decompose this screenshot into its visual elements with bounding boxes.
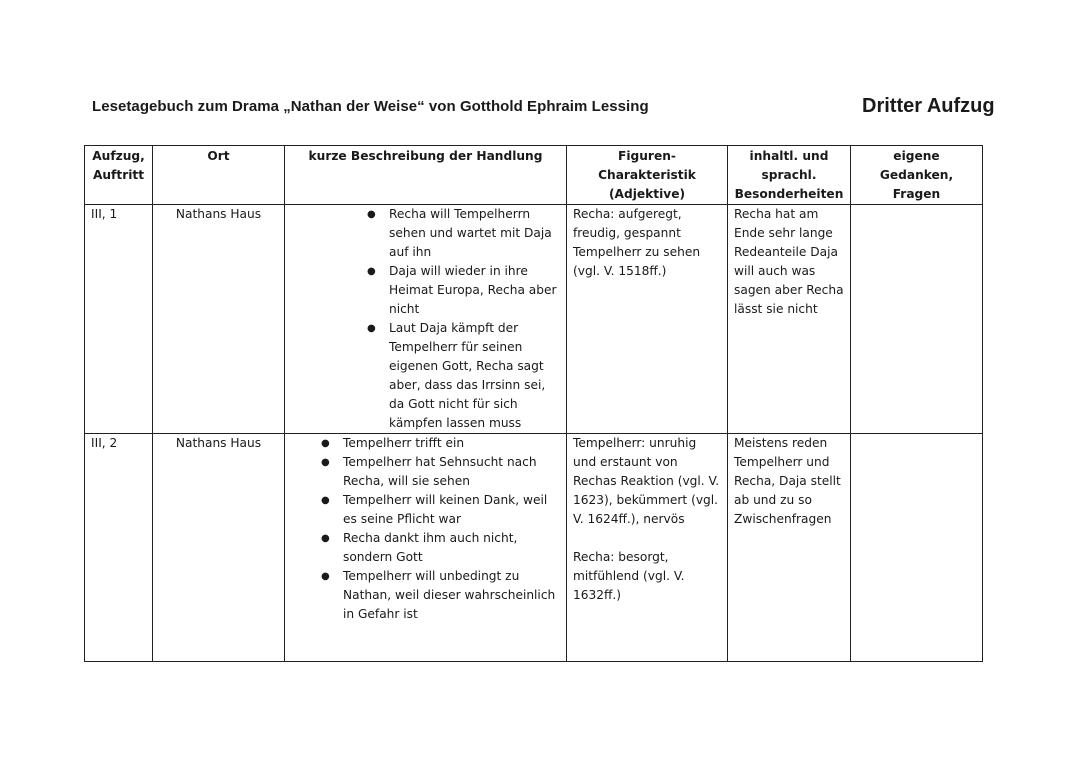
plot-cell xyxy=(285,205,567,434)
column-header-thoughts: eigene Gedanken, Fragen xyxy=(851,146,983,205)
act-heading: Dritter Aufzug xyxy=(862,95,995,117)
features-cell xyxy=(728,434,851,662)
place-cell: Nathans Haus xyxy=(153,434,285,662)
plot-item: ● Recha will Tempelherrn sehen und wartet mit Daja auf ihn xyxy=(389,205,560,262)
plot-item: ● Tempelherr trifft ein xyxy=(343,434,560,453)
plot-list xyxy=(291,434,560,624)
scene-cell: III, 2 xyxy=(85,434,153,662)
column-header-plot: kurze Beschreibung der Handlung xyxy=(285,146,567,205)
column-header-features: inhaltl. und sprachl. Besonderheiten xyxy=(728,146,851,205)
plot-cell xyxy=(285,434,567,662)
table-row xyxy=(85,205,983,434)
document-title: Lesetagebuch zum Drama „Nathan der Weise“ von Gotthold Ephraim Lessing xyxy=(92,98,649,115)
character-note: Recha: besorgt, mitfühlend (vgl. V. 1632ff.) xyxy=(573,550,685,602)
table-row xyxy=(85,434,983,662)
thoughts-cell xyxy=(851,434,983,662)
characters-cell xyxy=(567,205,728,434)
scene-cell: III, 1 xyxy=(85,205,153,434)
characters-cell xyxy=(567,434,728,662)
plot-item: ● Tempelherr will unbedingt zu Nathan, weil dieser wahrscheinlich in Gefahr ist xyxy=(343,567,560,624)
column-header-place: Ort xyxy=(153,146,285,205)
thoughts-cell xyxy=(851,205,983,434)
table-header-row xyxy=(85,146,983,205)
column-header-scene: Aufzug, Auftritt xyxy=(85,146,153,205)
place-cell: Nathans Haus xyxy=(153,205,285,434)
reading-diary-table xyxy=(84,145,983,662)
features-note: Meistens reden Tempelherr und Recha, Daja stellt ab und zu so Zwischenfragen xyxy=(734,436,841,526)
character-note: Recha: aufgeregt, freudig, gespannt Tempelherr zu sehen (vgl. V. 1518ff.) xyxy=(573,207,701,278)
plot-item: ● Tempelherr will keinen Dank, weil es seine Pflicht war xyxy=(343,491,560,529)
plot-list xyxy=(291,205,560,433)
plot-item: ● Tempelherr hat Sehnsucht nach Recha, will sie sehen xyxy=(343,453,560,491)
features-cell xyxy=(728,205,851,434)
character-note: Tempelherr: unruhig und erstaunt von Rechas Reaktion (vgl. V. 1623), bekümmert (vgl. V. 1624ff.), nervös xyxy=(573,436,720,526)
plot-item: ● Recha dankt ihm auch nicht, sondern Gott xyxy=(343,529,560,567)
plot-item: ● Daja will wieder in ihre Heimat Europa, Recha aber nicht xyxy=(389,262,560,319)
plot-item: ● Laut Daja kämpft der Tempelherr für seinen eigenen Gott, Recha sagt aber, dass das Irrsinn sei, da Gott nicht für sich kämpfen lassen muss xyxy=(389,319,560,433)
column-header-characters: Figuren-Charakteristik (Adjektive) xyxy=(567,146,728,205)
features-note: Recha hat am Ende sehr lange Redeanteile Daja will auch was sagen aber Recha lässt sie nicht xyxy=(734,207,844,316)
